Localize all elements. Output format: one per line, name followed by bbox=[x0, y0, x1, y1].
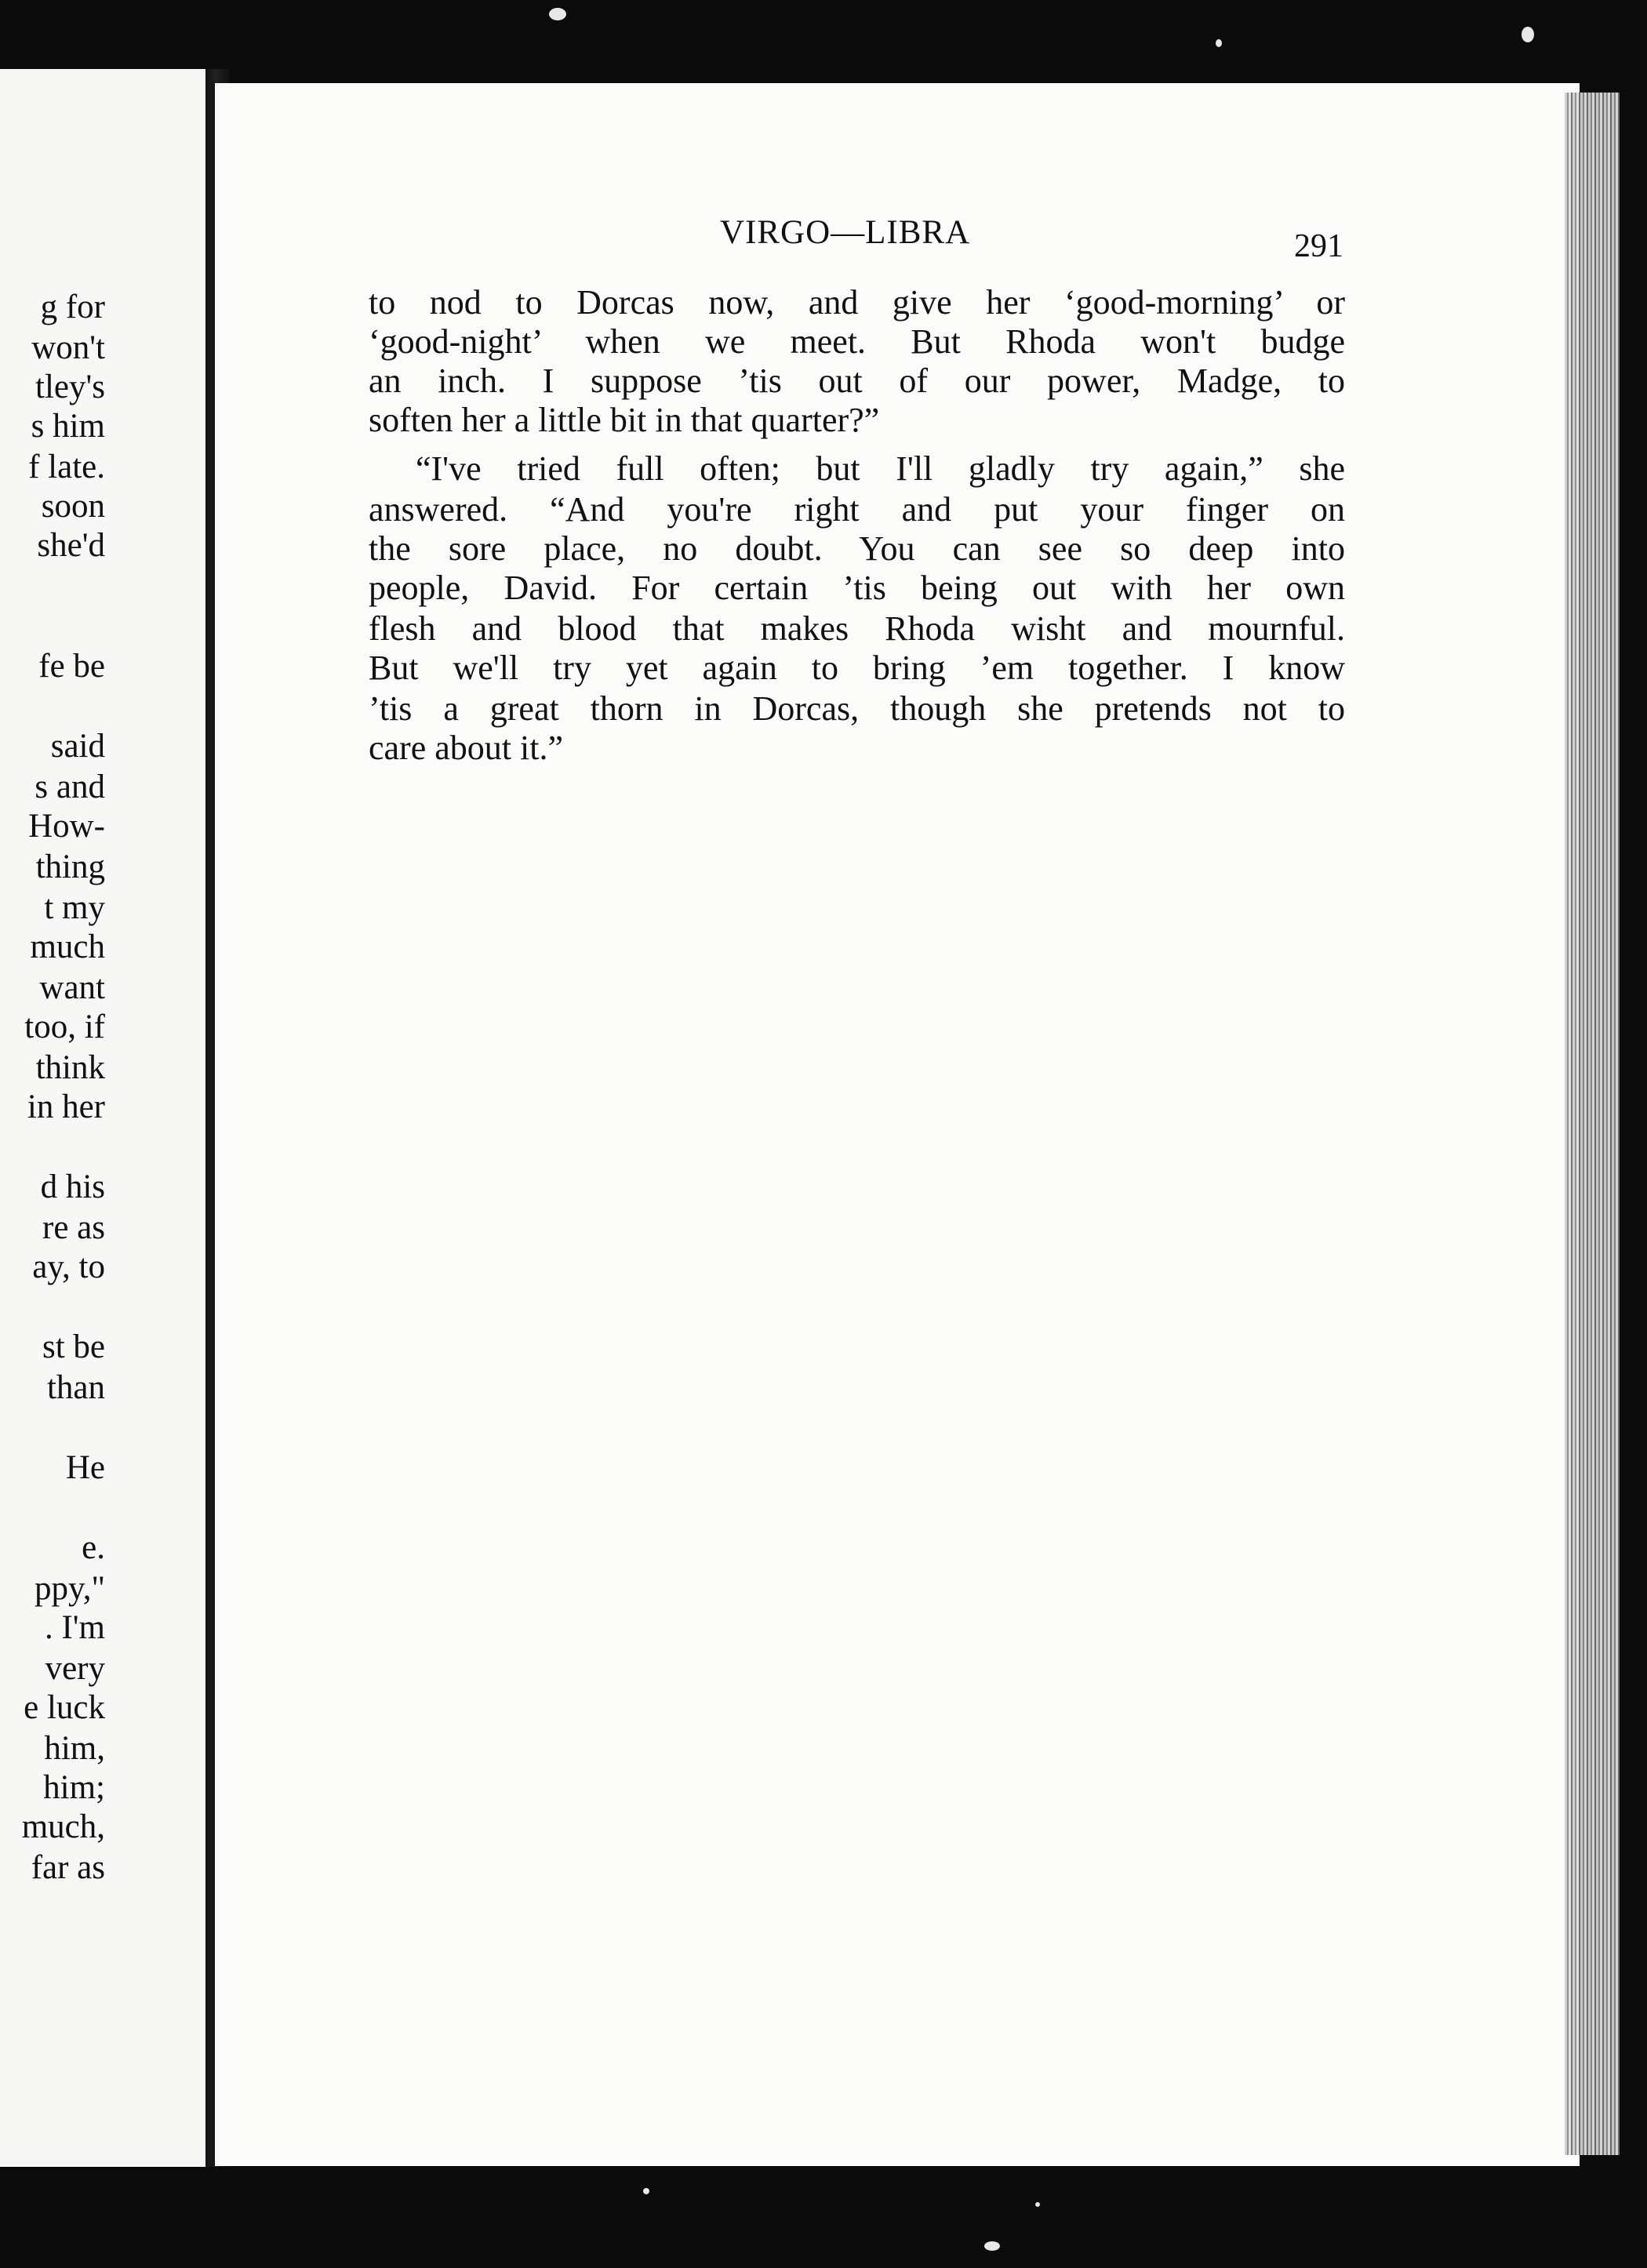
left-page-line: much, bbox=[21, 1808, 105, 1845]
left-page-line: . I'm bbox=[44, 1609, 105, 1646]
left-page-line: e luck bbox=[24, 1689, 105, 1726]
page-edges bbox=[1565, 93, 1620, 2155]
body-line: ‘good-night’ when we meet. But Rhoda won't budge bbox=[369, 322, 1345, 361]
dust-speck bbox=[1035, 2202, 1040, 2207]
running-head: VIRGO—LIBRA bbox=[720, 214, 971, 251]
left-page-line: she'd bbox=[37, 527, 105, 564]
body-line: flesh and blood that makes Rhoda wisht and mournful. bbox=[369, 609, 1345, 648]
body-line: the sore place, no doubt. You can see so deep into bbox=[369, 529, 1345, 568]
left-page-line: He bbox=[65, 1449, 105, 1486]
body-line: “I've tried full often; but I'll gladly try again,” she bbox=[416, 449, 1345, 488]
left-page-line: him; bbox=[43, 1769, 105, 1806]
dust-speck bbox=[643, 2188, 649, 2194]
dust-speck bbox=[1216, 39, 1222, 47]
left-page bbox=[0, 69, 213, 2167]
left-page-line: s and bbox=[35, 769, 105, 805]
left-page-line: too, if bbox=[24, 1009, 105, 1045]
left-page-line: t my bbox=[44, 889, 105, 926]
body-line: an inch. I suppose ’tis out of our power, Madge, to bbox=[369, 362, 1345, 400]
dust-speck bbox=[984, 2241, 1000, 2251]
page-number: 291 bbox=[1294, 228, 1343, 264]
left-page-line: d his bbox=[40, 1169, 105, 1205]
left-page-line: than bbox=[46, 1369, 105, 1406]
body-line: answered. “And you're right and put your finger on bbox=[369, 490, 1345, 529]
left-page-line: re as bbox=[42, 1209, 105, 1246]
body-line: to nod to Dorcas now, and give her ‘good-morning’ or bbox=[369, 283, 1345, 322]
left-page-line: How- bbox=[28, 808, 105, 845]
left-page-line: fe be bbox=[38, 648, 105, 685]
left-page-line: in her bbox=[27, 1089, 105, 1125]
left-page-line: thing bbox=[35, 849, 105, 885]
left-page-line: won't bbox=[31, 329, 105, 366]
body-line: soften her a little bit in that quarter?” bbox=[369, 401, 880, 439]
left-page-line: s him bbox=[31, 408, 105, 445]
left-page-line: said bbox=[50, 728, 105, 765]
left-page-line: st be bbox=[42, 1328, 105, 1365]
body-line: care about it.” bbox=[369, 729, 563, 767]
left-page-line: him, bbox=[44, 1730, 105, 1767]
left-page-line: f late. bbox=[28, 449, 105, 485]
left-page-line: very bbox=[45, 1650, 105, 1687]
left-page-line: want bbox=[39, 969, 105, 1006]
left-page-line: g for bbox=[40, 289, 105, 325]
left-page-line: much bbox=[30, 929, 105, 965]
left-page-line: think bbox=[35, 1049, 105, 1086]
left-page-line: tley's bbox=[35, 369, 105, 405]
left-page-line: far as bbox=[31, 1849, 105, 1886]
body-line: But we'll try yet again to bring ’em together. I know bbox=[369, 649, 1345, 687]
dust-speck bbox=[1522, 27, 1534, 42]
left-page-line: soon bbox=[41, 488, 105, 525]
dust-speck bbox=[549, 8, 566, 20]
body-line: people, David. For certain ’tis being out with her own bbox=[369, 569, 1345, 607]
body-line: ’tis a great thorn in Dorcas, though she pretends not to bbox=[369, 689, 1345, 728]
left-page-line: e. bbox=[82, 1529, 105, 1566]
left-page-line: ay, to bbox=[32, 1248, 105, 1285]
left-page-line: ppy," bbox=[34, 1570, 105, 1607]
